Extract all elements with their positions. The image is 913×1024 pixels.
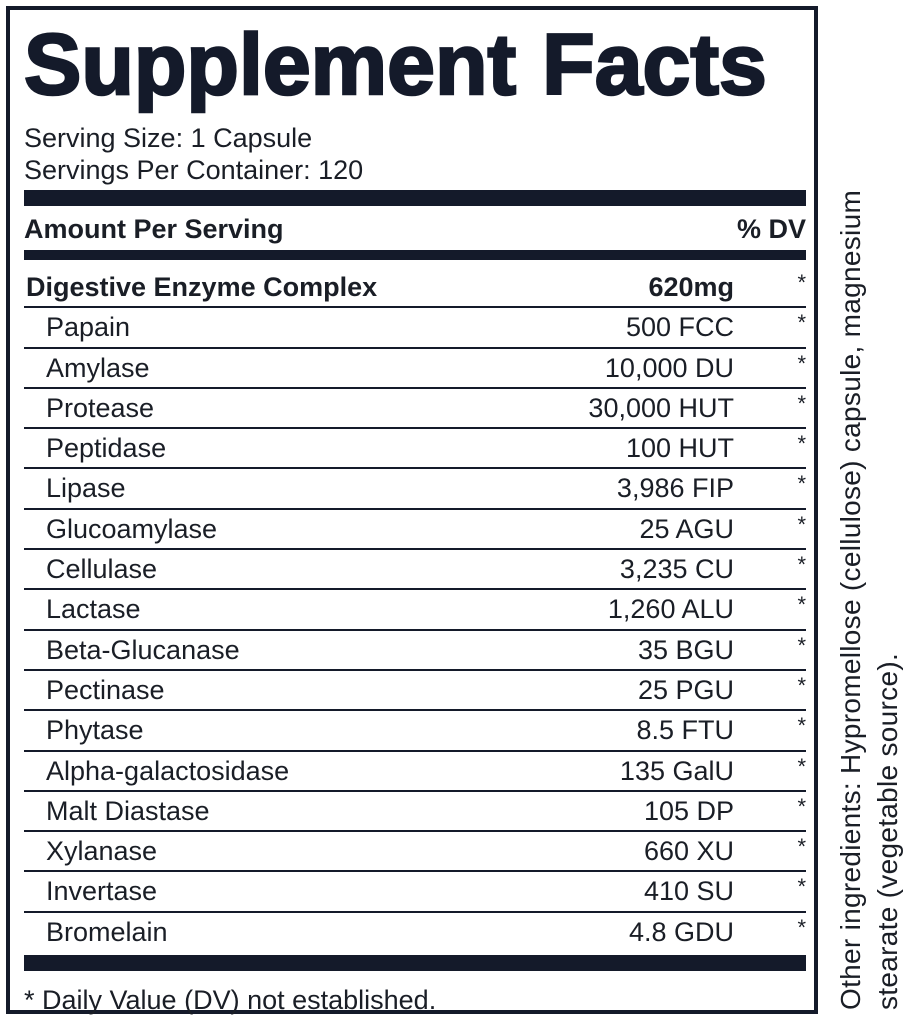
ingredient-daily-value: * <box>797 672 806 698</box>
ingredient-amount: 4.8 GDU <box>628 916 734 947</box>
title-word-supplement: Supplement <box>24 17 517 113</box>
other-ingredients-line-1: Other ingredients: Hypromellose (cellulose) capsule, magnesium <box>835 189 866 1010</box>
ingredient-amount: 500 FCC <box>625 312 734 343</box>
ingredient-row <box>24 631 806 671</box>
ingredient-amount: 410 SU <box>643 876 734 907</box>
ingredient-row <box>24 711 806 751</box>
amount-per-serving-label: Amount Per Serving <box>24 213 284 244</box>
ingredient-daily-value: * <box>797 834 806 860</box>
medium-divider <box>24 250 806 260</box>
ingredient-amount: 25 AGU <box>639 513 734 544</box>
daily-value-header: % DV <box>736 213 806 244</box>
ingredient-daily-value: * <box>797 390 806 416</box>
ingredient-name: Phytase <box>46 715 144 746</box>
ingredient-name: Cellulase <box>46 554 158 585</box>
ingredient-name: Papain <box>46 312 131 343</box>
ingredient-row <box>24 550 806 590</box>
ingredient-amount: 105 DP <box>643 795 734 826</box>
ingredient-daily-value: * <box>797 793 806 819</box>
ingredient-daily-value: * <box>797 270 806 295</box>
ingredient-daily-value: * <box>797 350 806 376</box>
ingredient-amount: 30,000 HUT <box>588 392 734 423</box>
ingredient-daily-value: * <box>797 914 806 940</box>
ingredient-row <box>24 429 806 469</box>
ingredient-amount: 25 PGU <box>637 674 734 705</box>
ingredient-daily-value: * <box>797 471 806 497</box>
ingredient-amount: 100 HUT <box>625 433 734 464</box>
other-ingredients-line-2: stearate (vegetable source). <box>872 652 903 1010</box>
ingredient-name: Beta-Glucanase <box>46 634 240 665</box>
ingredient-row <box>24 349 806 389</box>
ingredient-name: Glucoamylase <box>46 513 218 544</box>
ingredient-name: Invertase <box>46 876 158 907</box>
ingredient-amount: 1,260 ALU <box>607 594 734 625</box>
ingredient-row <box>24 469 806 509</box>
ingredient-name: Malt Diastase <box>46 795 210 826</box>
ingredient-daily-value: * <box>797 552 806 578</box>
ingredient-name: Amylase <box>46 352 150 383</box>
ingredient-daily-value: * <box>797 310 806 336</box>
title-word-facts: Facts <box>542 17 767 113</box>
ingredient-row <box>24 872 806 912</box>
other-ingredients-text <box>832 10 906 1010</box>
thick-divider-top <box>24 190 806 206</box>
ingredient-table <box>24 268 806 953</box>
ingredient-name: Alpha-galactosidase <box>46 755 290 786</box>
ingredient-amount: 10,000 DU <box>604 352 734 383</box>
ingredient-row-blend <box>24 268 806 308</box>
ingredient-amount: 660 XU <box>643 836 734 867</box>
ingredient-daily-value: * <box>797 632 806 658</box>
ingredient-daily-value: * <box>797 753 806 779</box>
ingredient-amount: 620mg <box>648 272 734 302</box>
daily-value-footnote: * Daily Value (DV) not established. <box>24 985 437 1015</box>
ingredient-name: Pectinase <box>46 674 165 705</box>
ingredient-amount: 8.5 FTU <box>636 715 734 746</box>
ingredient-daily-value: * <box>797 874 806 900</box>
servings-per-container: Servings Per Container: 120 <box>24 155 364 185</box>
ingredient-row <box>24 913 806 953</box>
ingredient-daily-value: * <box>797 592 806 618</box>
ingredient-row <box>24 308 806 348</box>
ingredient-name: Lipase <box>46 473 126 504</box>
ingredient-daily-value: * <box>797 431 806 457</box>
ingredient-name: Xylanase <box>46 836 158 867</box>
panel-title <box>24 12 767 118</box>
ingredient-daily-value: * <box>797 511 806 537</box>
ingredient-name: Lactase <box>46 594 141 625</box>
ingredient-amount: 3,986 FIP <box>616 473 734 504</box>
ingredient-amount: 35 BGU <box>637 634 734 665</box>
ingredient-row <box>24 590 806 630</box>
ingredient-row <box>24 389 806 429</box>
serving-size: Serving Size: 1 Capsule <box>24 123 313 153</box>
ingredient-row <box>24 832 806 872</box>
ingredient-row <box>24 752 806 792</box>
ingredient-name: Protease <box>46 392 155 423</box>
amount-header-row <box>24 210 806 248</box>
ingredient-row <box>24 671 806 711</box>
thick-divider-bottom <box>24 955 806 971</box>
ingredient-name: Digestive Enzyme Complex <box>26 272 378 302</box>
ingredient-daily-value: * <box>797 713 806 739</box>
ingredient-amount: 135 GalU <box>619 755 734 786</box>
ingredient-name: Bromelain <box>46 916 168 947</box>
supplement-facts-panel <box>6 6 818 1014</box>
ingredient-name: Peptidase <box>46 433 167 464</box>
ingredient-amount: 3,235 CU <box>619 554 734 585</box>
ingredient-row <box>24 510 806 550</box>
ingredient-row <box>24 792 806 832</box>
